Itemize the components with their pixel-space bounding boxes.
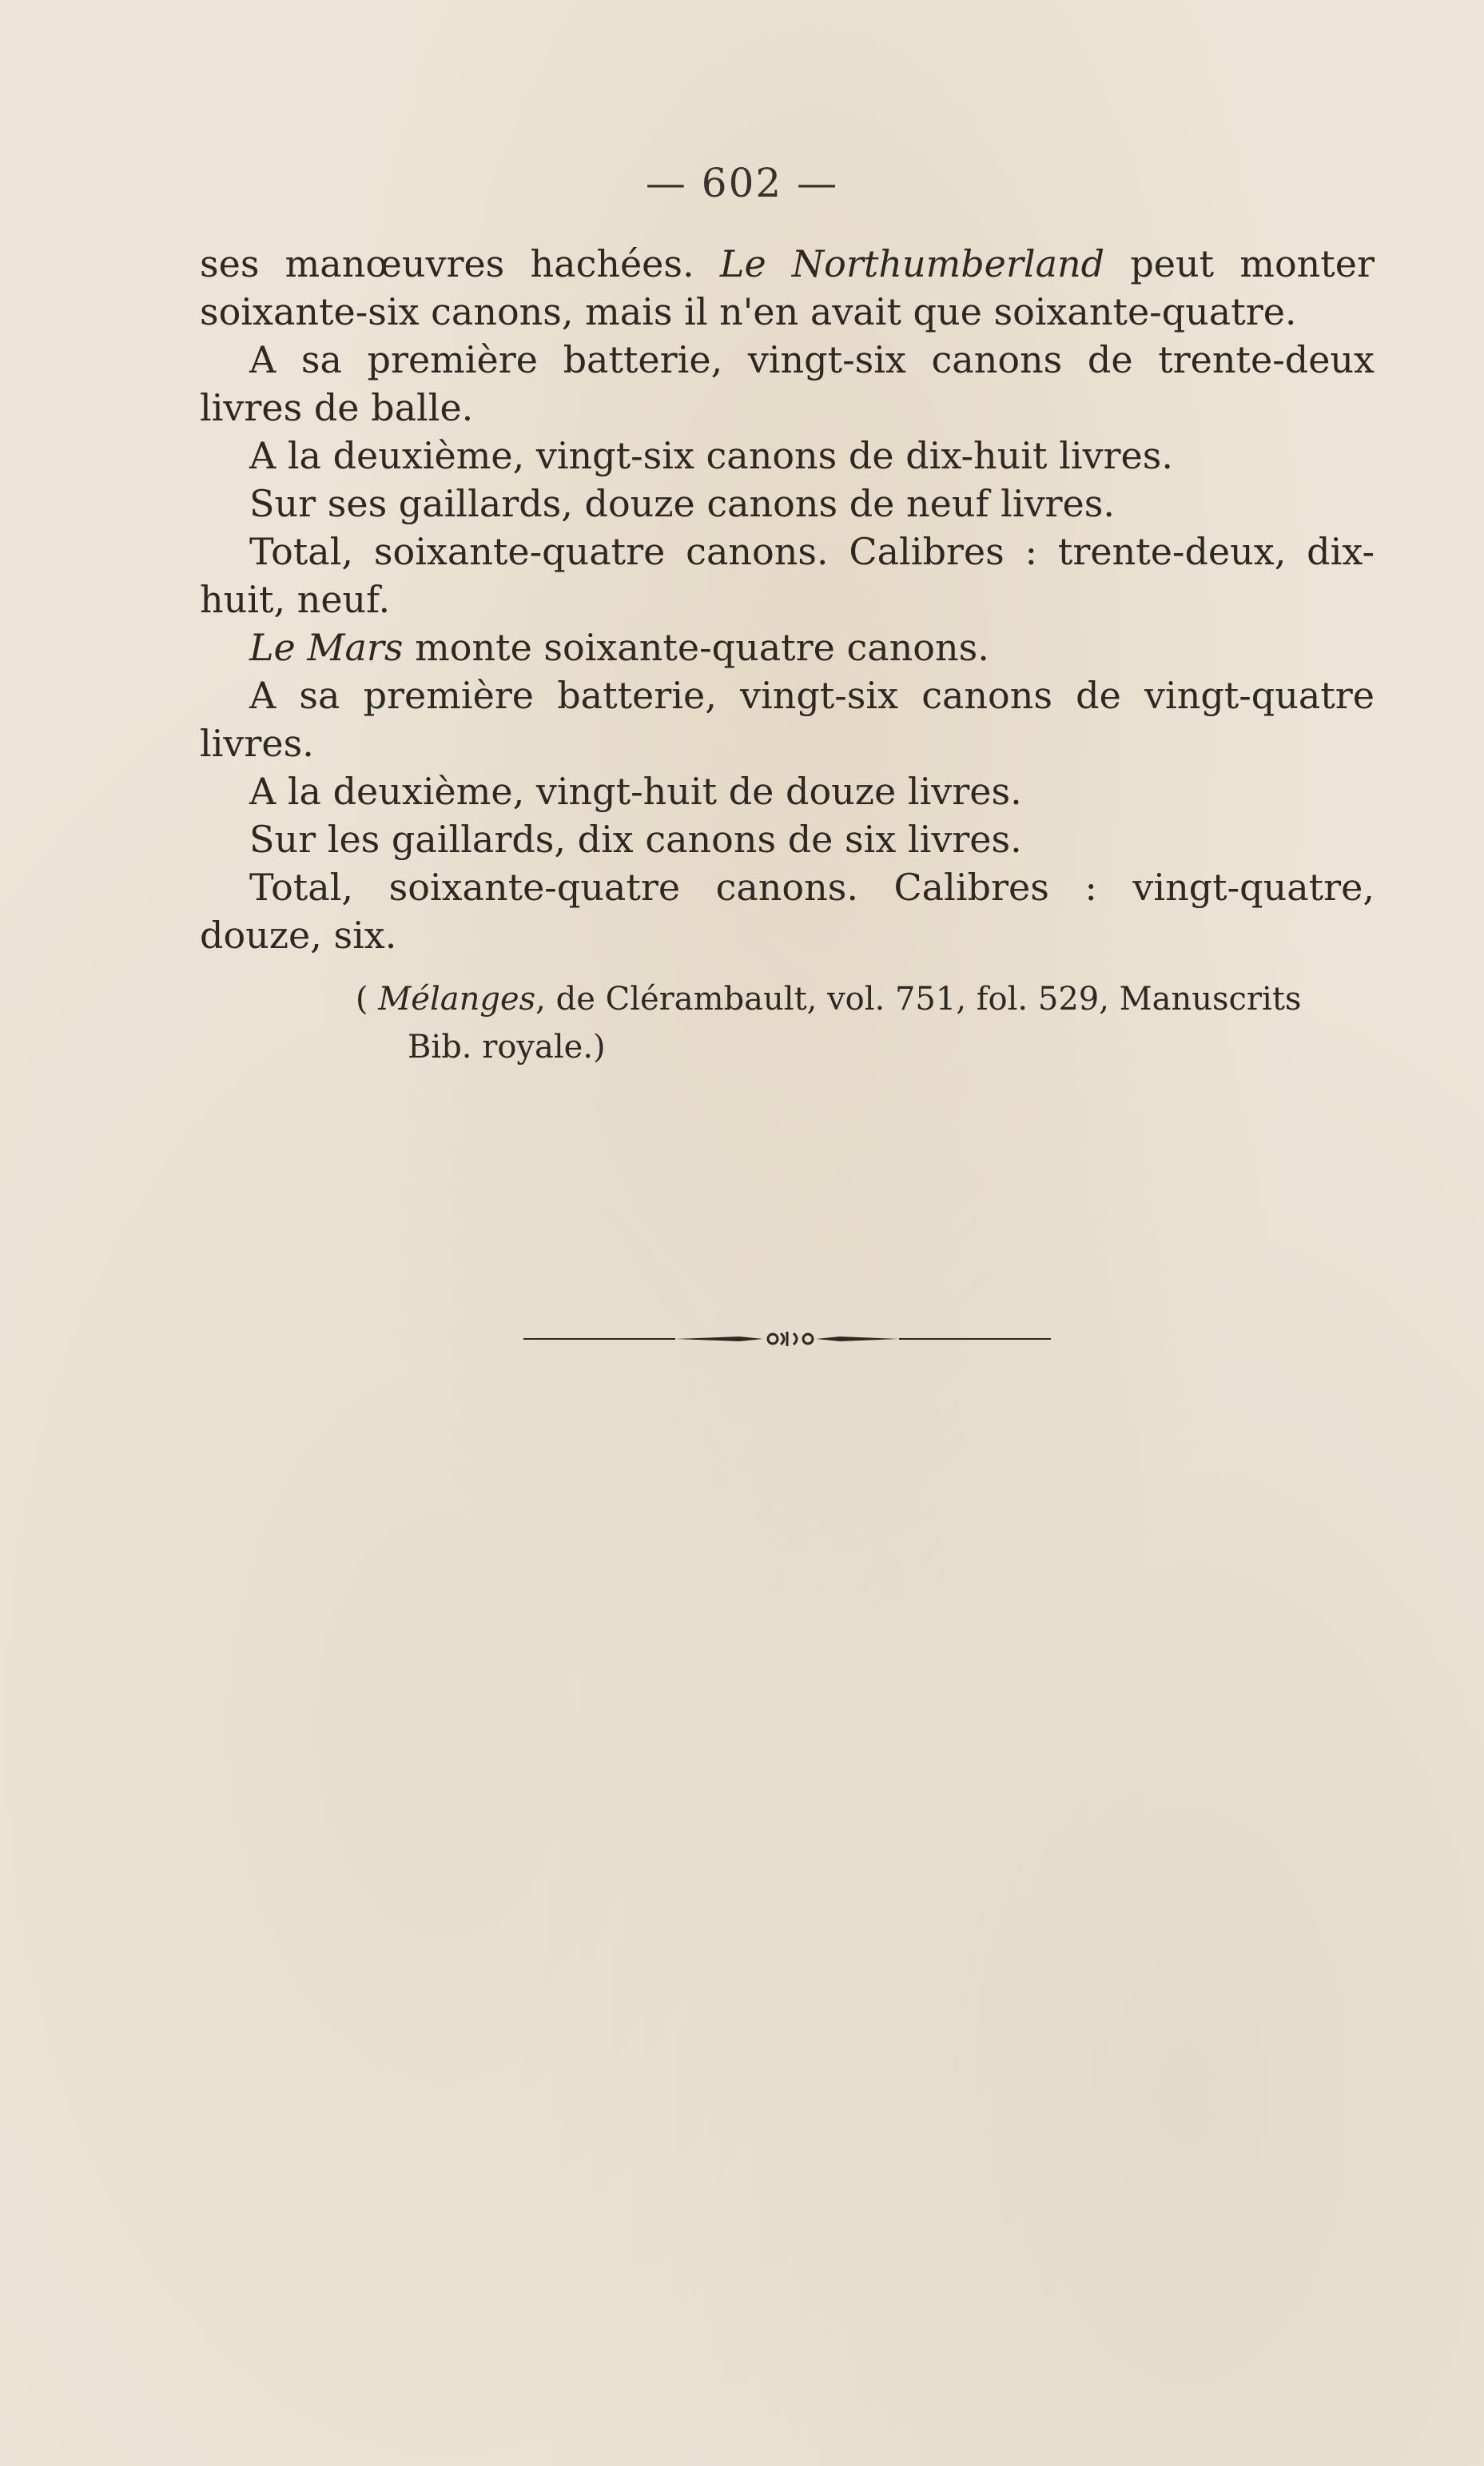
- paragraph: [200, 336, 1375, 432]
- text-run: A sa première batterie, vingt-six canons de vingt-quatre livres.: [200, 674, 1375, 765]
- text-run: A la deuxième, vingt-six canons de dix-huit livres.: [249, 434, 1173, 477]
- paragraph: [200, 432, 1375, 480]
- italic-text-run: Le Mars: [249, 626, 404, 669]
- paragraph: [200, 528, 1375, 623]
- text-run: A sa première batterie, vingt-six canons de trente-deux livres de balle.: [200, 338, 1375, 429]
- typographic-dash-ornament-icon: [523, 1327, 1051, 1351]
- body-text: [200, 240, 1375, 959]
- text-run: A la deuxième, vingt-huit de douze livres.: [249, 770, 1022, 813]
- citation-line-1: [356, 975, 1371, 1023]
- paragraph: [200, 671, 1375, 767]
- page-number: — 602 —: [645, 160, 839, 206]
- citation-title: Mélanges: [378, 981, 536, 1018]
- paragraph: [200, 863, 1375, 959]
- text-run: Sur les gaillards, dix canons de six livres.: [249, 818, 1022, 861]
- text-run: Total, soixante-quatre canons. Calibres : vingt-quatre, douze, six.: [200, 866, 1375, 957]
- source-citation: [356, 975, 1371, 1071]
- text-run: peut monter soixante-six canons, mais il n'en avait que soixante-quatre.: [200, 242, 1375, 333]
- paragraph: [200, 240, 1375, 336]
- text-run: Total, soixante-quatre canons. Calibres : trente-deux, dix-huit, neuf.: [200, 530, 1375, 621]
- citation-line-2: Bib. royale.): [408, 1029, 606, 1066]
- citation-open: (: [356, 981, 379, 1018]
- text-run: monte soixante-quatre canons.: [403, 626, 989, 669]
- italic-text-run: Le Northumberland: [719, 242, 1105, 285]
- paragraph: [200, 480, 1375, 528]
- text-run: Sur ses gaillards, douze canons de neuf livres.: [249, 482, 1115, 525]
- text-run: ses manœuvres hachées.: [200, 242, 720, 285]
- paragraph: [200, 815, 1375, 863]
- paragraph: [200, 623, 1375, 671]
- citation-rest: , de Clérambault, vol. 751, fol. 529, Manuscrits: [535, 981, 1302, 1018]
- paragraph: [200, 767, 1375, 815]
